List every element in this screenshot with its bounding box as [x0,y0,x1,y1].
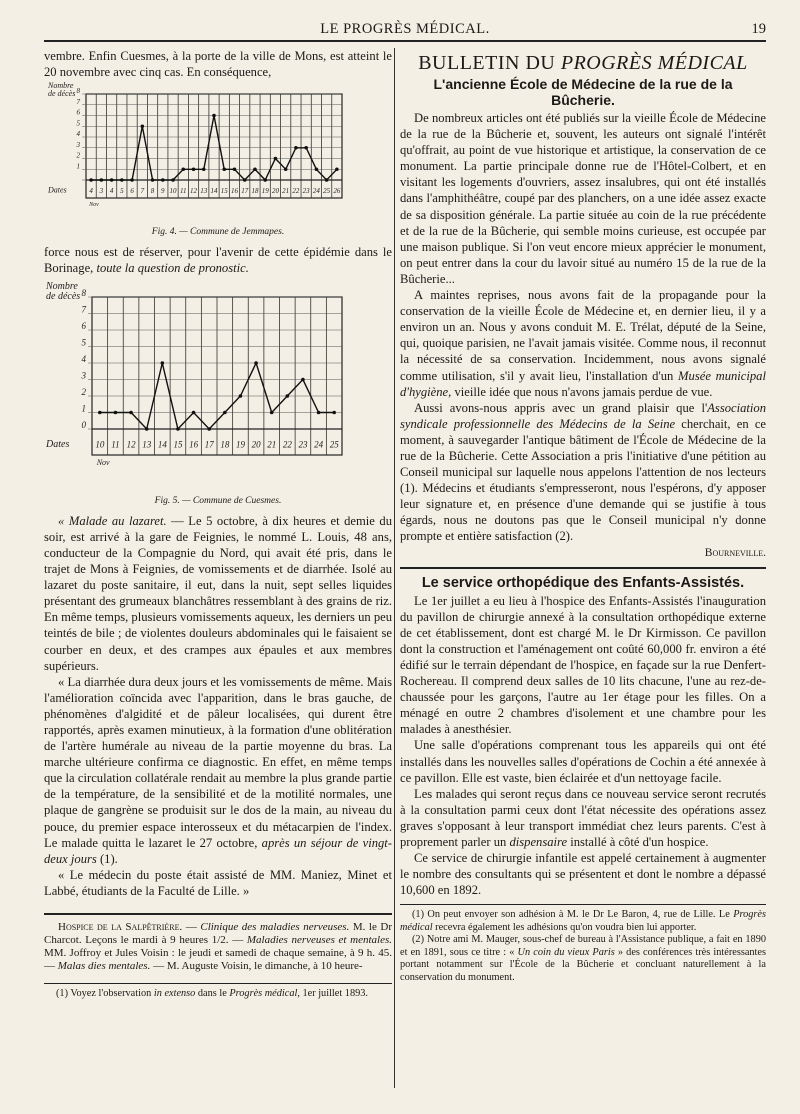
data-point [181,168,185,172]
y-tick-label: 8 [81,287,86,298]
x-tick-label: 11 [180,187,187,196]
heading-orthopedique: Le service orthopédique des Enfants-Assistés. [421,574,745,591]
hospice-sep: — [182,921,201,933]
data-point [207,427,211,431]
fn1-e: , 1er juillet 1893. [297,988,368,999]
data-point [120,178,124,182]
y-tick-label: 0 [81,419,86,430]
p3-a: Aussi avons-nous appris avec un grand plaisir que l' [414,400,708,415]
hospice-clinique: Clinique des maladies nerveuses. [200,921,350,933]
data-point [233,168,237,172]
bulletin-title-b: PROGRÈS MÉDICAL [560,52,748,74]
x-tick-label: 4 [109,187,114,196]
y-tick-label: 7 [81,304,86,315]
y-tick-label: 2 [76,151,80,160]
paragraph-ortho-1: Le 1er juillet a eu lieu à l'hospice des Enfants-Assistés l'inauguration du pavillon de chirurgie annexé à la consultation orthopédique externe de cet établissement, dont est chargé M. le Dr Kirmisson. Ce pavillon dont la construction et l'aménagement ont coûté 60,000 fr. environ a été édifié sur le terrain dépendant de l'hospice, en façade sur la rue Denfert-Rochereau. Il comprend deux salles de 10 lits chacune, l'une au rez-de-chaussée pour les garçons, l'autre au 1er étage pour les filles. On a ménagé en outre 2 chambres d'isolement et une chambre pour les malades à anesthésier. [400,593,766,737]
x-tick-label: 10 [169,187,177,196]
data-point [317,410,321,414]
x-tick-label: 20 [271,187,279,196]
x-tick-label: 8 [150,187,155,196]
x-tick-label: 14 [157,439,167,450]
data-point [325,178,329,182]
x-tick-label: 3 [99,187,104,196]
data-point [286,394,290,398]
paragraph-ecole-2 [400,287,766,400]
data-point [254,361,258,365]
x-tick-label: 25 [329,439,339,450]
right-column [400,48,766,984]
x-tick-label: 22 [292,187,300,196]
p6-b: dispensaire [509,835,568,850]
rfn2-b: Un coin du vieux Paris [517,946,615,958]
section-rule [400,567,766,569]
x-tick-label: 23 [302,187,310,196]
x-tick-label: 17 [204,439,214,450]
x-tick-label: 21 [282,187,290,196]
paragraph-ecole-3 [400,400,766,545]
y-tick-label: 4 [81,353,86,364]
x-axis-label: Dates [48,185,67,195]
x-tick-label: 15 [220,187,228,196]
data-point [243,178,247,182]
data-point [114,410,118,414]
x-tick-label: 14 [210,187,218,196]
fn1-b: in extenso [153,988,196,999]
rfn1-c: recevra également les adhésions qu'on voudra bien lui apporter. [432,921,697,933]
paragraph-ortho-2: Une salle d'opérations comprenant tous les appareils qui ont été installés dans les nouvelles salles d'opérations de Cochin a été annexée à ce pavillon. Elle est vaste, bien éclairée et d'un nettoyage facile. [400,738,766,785]
data-point [176,427,180,431]
chart-jemmapes [44,80,344,218]
x-tick-label: 19 [261,187,269,196]
fn1-c: dans le [195,988,230,999]
diarrhee-text: « La diarrhée dura deux jours et les vomissements de même. Mais l'amélioration coïncida avec l'apparition, dans le bras gauche, de phénomènes d'algidité et de pâleur localisées, qui durent être rapportés, après examen minutieux, à la formation d'une oblitération de l'artère humérale au niveau de la partie moyenne du bras. La marche ultérieure confirma ce diagnostic. En effet, en même temps que la circulation collatérale rendait au membre la plus grande partie de la température, de la sensibilité et de la motilité normales, une plaque de gangrène se produisit sur le dos de la main, au niveau du pouce, du premier espace interosseux et du métacarpien de l'index. Le malade quitta le lazaret le 27 octobre, [44,674,392,850]
rfn1-b: Progrès médical [400,909,766,933]
hospice-notice [44,921,392,973]
y-tick-label: 6 [76,108,80,117]
right-footnote-2 [400,934,766,984]
p2-b: Musée municipal d'hygiène [400,368,766,399]
data-point [270,410,274,414]
paragraph-malade [44,513,392,674]
data-point [222,168,226,172]
y-tick-label: 5 [81,337,86,348]
paragraph-ortho-3 [400,786,766,850]
x-tick-label: 16 [230,187,238,196]
y-tick-label: 7 [76,97,80,106]
data-point [130,178,134,182]
data-point [161,178,165,182]
data-point [223,410,227,414]
y-tick-label: 3 [76,140,80,149]
rfn1-a: (1) On peut envoyer son adhésion à M. le Dr Le Baron, 4, rue de Lille. Le [412,909,734,921]
p3-b: Association syndicale professionnelle des Médecins de la Seine [400,400,766,431]
footnote-rule [400,904,766,905]
hospice-charcot: M. le Dr Charcot. Leçons le mardi à 9 heures 1/2. — [44,921,393,946]
page-number: 19 [751,21,766,37]
data-point [192,168,196,172]
x-tick-label: 13 [142,439,152,450]
x-tick-label: 16 [189,439,199,450]
x-tick-label: 15 [173,439,183,450]
y-tick-label: 1 [76,162,80,171]
paragraph-intro: vembre. Enfin Cuesmes, à la porte de la ville de Mons, est atteint le 20 novembre avec cinq cas. En conséquence, [44,49,392,80]
x-axis-label: Dates [46,438,70,450]
hospice-maladies: Maladies nerveuses et mentales. [246,934,392,946]
x-tick-label: 22 [282,439,292,450]
chart-cuesmes [44,277,344,487]
bulletin-title [400,52,766,74]
rfn2-a: (2) Notre ami M. Mauger, sous-chef de bureau à l'Assistance publique, a fait en 1890 et en 1891, sous ce titre : « [400,934,766,958]
x-tick-label: 12 [190,187,198,196]
x-tick-label: 12 [126,439,136,450]
data-point [98,410,102,414]
data-point [294,146,298,150]
x-tick-label: 24 [314,439,324,450]
running-header [44,18,766,42]
x-tick-label: 25 [323,187,331,196]
y-tick-label: 6 [81,320,86,331]
data-point [161,361,165,365]
x-tick-label: 21 [267,439,277,450]
p3-c: cherchait, en ce moment, à sauvegarder l'antique bâtiment de l'École de Médecine de la rue de la Bûcherie. Cette Association a pris l'initiative d'une pétition au Conseil municipal sur laquelle nous appelons l'attention de nos lecteurs (1). Médecins et étudiants s'empresseront, nous l'espérons, d'y apposer leur signature et, en présence d'une demande qui se justifie à tous égards, nous ne doutons pas que le Conseil municipal n'y donne prompte et entière satisfaction (2). [400,416,766,544]
data-point [253,168,257,172]
data-point [89,178,93,182]
y-axis-label: Nombre [48,81,74,91]
y-tick-label: 8 [76,87,80,96]
right-footnote-1 [400,909,766,934]
data-point [332,410,336,414]
paragraph-medecin: « Le médecin du poste était assisté de MM. Maniez, Minet et Labbé, étudiants de la Faculté de Lille. » [44,867,392,898]
x-axis-sublabel: Nov [89,202,99,209]
paragraph-ecole-1: De nombreux articles ont été publiés sur la vieille École de Médecine de la rue de la Bûcherie et, souvent, les auteurs ont signalé l'intérêt qu'offrait, au point de vue historique et artistique, la conservation de ce monument. La partie principale donne rue de l'Hôtel-Colbert, et en visitant les logements d'ouvriers, assez insalubres, qui ont été installés dans l'amphithéâtre, coupé par des planchers, on a une idée assez exacte de sa disposition générale. La partie située au coin de la rue précédente et de la rue de la Bûcherie, qui semble moins curieuse, est occupée par une maison publique. Si l'on veut encore mieux apprécier le monument, on peut entrer dans la cour du lavoir situé au numéro 15 de la rue de la Bûcherie... [400,111,766,286]
malade-heading: « Malade au lazaret. [58,513,167,528]
bulletin-title-a: BULLETIN DU [418,52,561,74]
x-tick-label: 26 [333,187,341,196]
data-point [239,394,243,398]
footnote-rule [44,983,392,984]
paragraph-ortho-4: Ce service de chirurgie infantile est appelé certainement à augmenter le nombre des consultants qui se présentent et dont le nombre a dépassé 10,600 en 1892. [400,851,766,898]
x-tick-label: 18 [251,187,259,196]
x-tick-label: 20 [251,439,261,450]
left-footnote [44,988,392,1001]
y-tick-label: 4 [76,130,80,139]
figure-5-caption: Fig. 5. — Commune de Cuesmes. [154,495,282,506]
x-tick-label: 9 [161,187,165,196]
x-tick-label: 11 [111,439,120,450]
y-tick-label: 5 [76,119,80,128]
p6-a: Les malades qui seront reçus dans ce nouveau service seront recrutés à la consultation parmi ceux dont l'état nécessite des opérations assez graves s'opposant à leur transport immédiat chez leurs parents. C'est à proprement parler un [400,786,766,850]
data-point [274,157,278,161]
hospice-joffroy: MM. Joffroy et Jules Voisin : le jeudi et samedi de chaque semaine, à 9 h. 45. — [44,947,392,972]
x-tick-label: 7 [140,187,145,196]
p2-c: , vieille idée que nous n'avons jamais perdue de vue. [448,384,713,399]
data-point [141,125,145,129]
figure-5 [44,277,392,509]
x-tick-label: 19 [235,439,245,450]
fn1-d: Progrès médical [229,988,298,999]
diarrhee-end: (1). [96,851,118,866]
data-point [315,168,319,172]
data-point [110,178,114,182]
x-tick-label: 23 [298,439,308,450]
data-point [151,178,155,182]
paragraph-force-text: force nous est de réserver, pour l'avenir de cette épidémie dans le Borinage, [44,245,392,276]
data-point [212,114,216,118]
malade-text: — Le 5 octobre, à dix heures et demie du soir, est arrivé à la gare de Feignies, le nommé L. Louis, 48 ans, conducteur de la Compagnie du Nord, qui avait été pris, dans le trajet de Mons à Feignies, de vomissements et de diarrhée. Isolé au lazaret du poste sanitaire, il eut, dans la nuit, sept selles liquides présentant des grumeaux blanchâtres ressemblant à des grains de riz. En même temps, plusieurs vomissements aqueux, les derniers un peu teintés de bile ; de violentes douleurs abdominales qui le faisaient se courber en deux, et des crampes aux épaules et aux membres supérieurs. [44,513,393,673]
data-point [284,168,288,172]
y-tick-label: 3 [81,370,86,381]
right-footnotes [400,909,766,984]
y-axis-label: de décès [46,290,81,302]
x-tick-label: 13 [200,187,208,196]
x-tick-label: 18 [220,439,230,450]
paragraph-diarrhee [44,674,392,867]
rfn2-c: » des conférences très intéressantes portant notamment sur l'École de la Bûcherie et concluant naturellement à la conservation du monument. [400,946,766,983]
data-point [145,427,149,431]
column-rule [394,48,395,1088]
x-tick-label: 24 [312,187,320,196]
fn1-a: (1) Voyez l'observation [56,988,154,999]
x-tick-label: 4 [89,187,93,196]
y-axis-label: de décès [48,89,76,99]
paragraph-force [44,244,392,276]
x-tick-label: 10 [95,439,105,450]
p2-a: A maintes reprises, nous avons fait de la propagande pour la conservation de la vieille École de Médecine et, en dernier lieu, il y a environ un an. Nous y avons conduit M. E. Trélat, député de la Seine, qui, quoique parisien, ne l'avait jamais visitée. Comme nous, il reconnut la nécessité de sa conservation. Incidemment, nous avons signalé comme utilisation, s'il y avait lieu, l'installation d'un [400,288,766,383]
y-axis-label: Nombre [46,280,78,292]
data-point [304,146,308,150]
left-column [44,48,392,1001]
p6-c: installé à côté d'un hospice. [567,835,709,850]
figure-4-caption: Fig. 4. — Commune de Jemmapes. [151,227,285,238]
paragraph-force-italic: toute la question de pronostic. [96,261,249,276]
x-axis-sublabel: Nov [96,457,110,467]
data-point [129,410,133,414]
data-point [335,168,339,172]
hospice-name: Hospice de la Salpêtrière. [58,921,183,933]
figure-4 [44,80,392,240]
data-point [192,410,196,414]
chart-frame [86,94,342,198]
data-point [263,178,267,182]
data-point [301,377,305,381]
section-rule [44,913,392,915]
data-point [171,178,175,182]
hospice-voisin: — M. Auguste Voisin, le dimanche, à 10 heure- [150,960,363,972]
data-point [202,168,206,172]
journal-title: LE PROGRÈS MÉDICAL. [320,21,490,37]
heading-ecole: L'ancienne École de Médecine de la rue de la Bûcherie. [433,76,733,108]
x-tick-label: 6 [130,187,134,196]
hospice-mentales: Malas dies mentales. [57,960,151,972]
x-tick-label: 5 [120,187,124,196]
y-tick-label: 2 [81,386,86,397]
diarrhee-italic: après un séjour de vingt-deux jours [44,835,393,866]
y-tick-label: 1 [81,403,86,414]
data-point [100,178,104,182]
signature: Bourneville. [704,546,766,559]
x-tick-label: 17 [241,187,249,196]
